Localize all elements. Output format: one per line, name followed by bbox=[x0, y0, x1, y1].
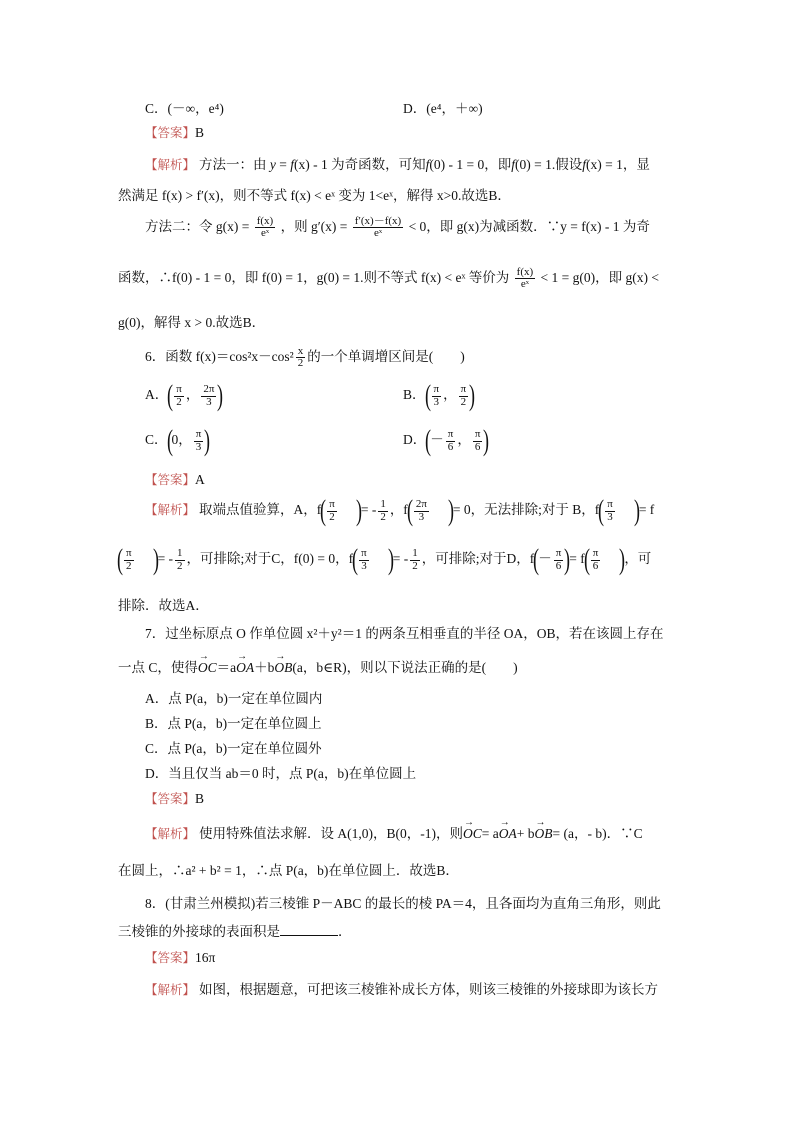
q5-method2-line1 bbox=[145, 215, 650, 240]
text: = f bbox=[569, 551, 585, 567]
text: ，可排除;对于C，f(0) = 0，f bbox=[186, 551, 354, 567]
text: = - bbox=[360, 502, 377, 518]
denominator: 2 bbox=[176, 395, 182, 408]
paren: ( bbox=[424, 379, 431, 412]
paren: ) bbox=[217, 379, 224, 412]
numerator: 1 bbox=[412, 546, 418, 559]
text: (0) = 1.假设 bbox=[515, 157, 583, 172]
denominator: 2 bbox=[460, 395, 467, 408]
numerator: 1 bbox=[177, 546, 183, 559]
denominator: eˣ bbox=[520, 278, 529, 291]
paren: ( bbox=[425, 424, 432, 457]
vector-ob: → OB bbox=[274, 660, 292, 676]
q7-answer bbox=[145, 789, 204, 807]
option-d-top: D．(e⁴，＋∞) bbox=[403, 101, 483, 116]
numerator: f′(x)－f(x) bbox=[354, 214, 402, 227]
fraction bbox=[353, 216, 403, 240]
q7-analysis-line1 bbox=[145, 822, 643, 842]
fraction bbox=[446, 429, 456, 453]
numerator: π bbox=[474, 427, 481, 440]
paren: ) bbox=[387, 543, 394, 576]
denominator: 2 bbox=[177, 559, 183, 572]
text: 6．函数 f(x)＝cos²x－cos² bbox=[145, 349, 294, 364]
paren: ) bbox=[564, 543, 571, 576]
fraction bbox=[124, 548, 134, 572]
q5-analysis-line1 bbox=[145, 153, 650, 173]
denominator: 6 bbox=[592, 559, 599, 572]
option-label: B． bbox=[403, 387, 426, 403]
denominator: 2 bbox=[297, 357, 304, 370]
numerator: π bbox=[329, 497, 335, 510]
fraction bbox=[515, 267, 536, 291]
text: ，可排除;对于D，f bbox=[421, 551, 535, 567]
text: 方法二：令 g(x) = bbox=[145, 219, 250, 234]
numerator: 1 bbox=[380, 497, 386, 510]
numerator: π bbox=[433, 382, 440, 395]
q7-stem-line2 bbox=[118, 656, 518, 676]
q6-analysis-line1 bbox=[145, 494, 655, 527]
denominator: 3 bbox=[607, 510, 613, 523]
q7-option-b: B．点 P(a，b)一定在单位圆上 bbox=[145, 716, 322, 731]
text: 0， bbox=[171, 432, 192, 448]
fraction bbox=[414, 499, 429, 523]
text: 函数，∴f(0) - 1 = 0，即 f(0) = 1，g(0) = 1.则不等式 f(x) < eˣ 等价为 bbox=[118, 270, 510, 285]
text: = f bbox=[638, 502, 655, 518]
paren: ( bbox=[167, 379, 174, 412]
text: ，f bbox=[389, 502, 408, 518]
q5-method2-line3: g(0)，解得 x > 0.故选B． bbox=[118, 315, 266, 330]
vector-ob: → OB bbox=[535, 826, 553, 842]
paren: ( bbox=[320, 494, 327, 527]
numerator: π bbox=[126, 546, 132, 559]
answer-value: A bbox=[195, 472, 205, 487]
fraction bbox=[296, 346, 306, 370]
fraction bbox=[554, 548, 564, 572]
numerator: π bbox=[176, 382, 182, 395]
answer-label: 【答案】 bbox=[145, 792, 196, 806]
q7-option-c: C．点 P(a，b)一定在单位圆外 bbox=[145, 741, 322, 756]
vector-oc: → OC bbox=[463, 826, 482, 842]
answer-label: 【答案】 bbox=[145, 951, 196, 965]
answer-blank bbox=[280, 923, 338, 936]
text: f bbox=[425, 157, 430, 172]
fraction bbox=[255, 216, 276, 240]
denominator: eˣ bbox=[260, 227, 270, 240]
option-label: A． bbox=[145, 387, 169, 403]
denominator: 6 bbox=[555, 559, 562, 572]
text: < 0，即 g(x)为减函数．∵y = f(x) - 1 为奇 bbox=[408, 219, 650, 234]
numerator: π bbox=[592, 546, 599, 559]
text: 使用特殊值法求解．设 A(1,0)，B(0，-1)，则 bbox=[199, 826, 463, 841]
text: 方法一：由 bbox=[199, 157, 270, 172]
text: ，则 g′(x) = bbox=[280, 219, 348, 234]
paren: ) bbox=[447, 494, 454, 527]
text: 三棱锥的外接球的表面积是 bbox=[118, 924, 280, 939]
q8-stem-line2 bbox=[118, 920, 352, 940]
analysis-label: 【解析】 bbox=[145, 158, 196, 172]
vector-oa: → OA bbox=[236, 660, 254, 676]
text: (a，b∈R)，则以下说法正确的是( ) bbox=[292, 660, 518, 675]
text: < 1 = g(0)，即 g(x) < bbox=[540, 270, 659, 285]
q8-answer bbox=[145, 948, 215, 966]
numerator: π bbox=[460, 382, 467, 395]
denominator: 2 bbox=[329, 510, 335, 523]
fraction bbox=[194, 429, 204, 453]
text: f bbox=[290, 157, 295, 172]
text: = a bbox=[481, 826, 499, 841]
fraction bbox=[174, 384, 184, 408]
option-c-top: C．(－∞，e⁴) bbox=[145, 101, 224, 116]
text: f bbox=[511, 157, 516, 172]
paren: ) bbox=[355, 494, 362, 527]
fraction bbox=[359, 548, 369, 572]
denominator: 3 bbox=[195, 440, 202, 453]
fraction bbox=[605, 499, 615, 523]
paren: ( bbox=[583, 543, 590, 576]
denominator: 3 bbox=[418, 510, 425, 523]
text: y bbox=[269, 157, 276, 172]
q6-option-d: D．(－ $\frac{\pi}{6}$ ， $\frac{\pi}{6}$ ) bbox=[403, 424, 490, 457]
paren: ( bbox=[598, 494, 605, 527]
paren: ( bbox=[533, 543, 540, 576]
q6-answer bbox=[145, 470, 205, 488]
numerator: π bbox=[447, 427, 454, 440]
q7-stem-line1: 7．过坐标原点 O 作单位圆 x²＋y²＝1 的两条互相垂直的半径 OA，OB，若在该圆上存在 bbox=[145, 626, 664, 641]
denominator: 6 bbox=[447, 440, 454, 453]
paren: ) bbox=[633, 494, 640, 527]
option-label: D． bbox=[403, 432, 427, 448]
denominator: eˣ bbox=[373, 227, 383, 240]
paren: ) bbox=[152, 543, 159, 576]
paren: ) bbox=[469, 379, 476, 412]
text: = - bbox=[157, 551, 174, 567]
paren: ) bbox=[483, 424, 490, 457]
text: = - bbox=[392, 551, 409, 567]
denominator: 2 bbox=[412, 559, 418, 572]
q5-answer bbox=[145, 123, 204, 141]
paren: ) bbox=[619, 543, 626, 576]
numerator: 2π bbox=[415, 497, 427, 510]
answer-value: B bbox=[195, 125, 205, 140]
text: ． bbox=[338, 924, 352, 939]
fraction bbox=[591, 548, 601, 572]
numerator: x bbox=[297, 344, 304, 357]
fraction bbox=[473, 429, 483, 453]
q5-method2-line2 bbox=[118, 266, 659, 291]
answer-value: 16π bbox=[195, 950, 216, 965]
paren: ) bbox=[204, 424, 211, 457]
option-label: C． bbox=[145, 432, 168, 448]
q7-analysis-line2: 在圆上，∴a² + b² = 1，∴点 P(a，b)在单位圆上．故选B． bbox=[118, 863, 459, 878]
denominator: 2 bbox=[380, 510, 386, 523]
text: (0) - 1 = 0，即 bbox=[429, 157, 512, 172]
q8-stem-line1: 8．(甘肃兰州模拟)若三棱锥 P－ABC 的最长的棱 PA＝4，且各面均为直角三角形，则此 bbox=[145, 896, 661, 911]
text: 如图，根据题意，可把该三棱锥补成长方体，则该三棱锥的外接球即为该长方 bbox=[199, 982, 659, 997]
q8-analysis-line1 bbox=[145, 978, 658, 998]
numerator: 2π bbox=[203, 382, 215, 395]
text: + b bbox=[516, 826, 535, 841]
vector-oa: → OA bbox=[499, 826, 517, 842]
text: = 0，无法排除;对于 B，f bbox=[452, 502, 600, 518]
paren: ( bbox=[406, 494, 413, 527]
analysis-label: 【解析】 bbox=[145, 983, 196, 997]
q6-option-a: A．( $\frac{\pi}{2}$ ， $\frac{2\pi}{3}$ ) bbox=[145, 379, 224, 412]
q6-stem bbox=[145, 345, 465, 370]
answer-label: 【答案】 bbox=[145, 473, 196, 487]
text: ，可 bbox=[624, 551, 652, 567]
answer-value: B bbox=[195, 791, 205, 806]
analysis-label: 【解析】 bbox=[145, 503, 196, 518]
denominator: 3 bbox=[433, 395, 440, 408]
denominator: 3 bbox=[206, 395, 212, 408]
fraction bbox=[432, 384, 442, 408]
q6-option-c bbox=[145, 424, 211, 457]
denominator: 3 bbox=[361, 559, 367, 572]
text: 取端点值验算，A，f bbox=[199, 502, 322, 518]
numerator: f(x) bbox=[256, 214, 274, 227]
analysis-label: 【解析】 bbox=[145, 827, 196, 841]
numerator: π bbox=[607, 497, 613, 510]
numerator: π bbox=[555, 546, 562, 559]
numerator: π bbox=[195, 427, 202, 440]
q6-option-b: B．( $\frac{\pi}{3}$ ， $\frac{\pi}{2}$ ) bbox=[403, 379, 476, 412]
text: ＝a bbox=[216, 660, 237, 675]
numerator: f(x) bbox=[516, 265, 534, 278]
denominator: 6 bbox=[474, 440, 481, 453]
text: ＋b bbox=[254, 660, 275, 675]
text: (x) = 1，显 bbox=[586, 157, 650, 172]
q5-analysis-line2: 然满足 f(x) > f′(x)，则不等式 f(x) < eˣ 变为 1<eˣ，解得 x>0.故选B． bbox=[118, 188, 511, 203]
fraction bbox=[175, 548, 185, 572]
text: (x) - 1 为奇函数，可知 bbox=[294, 157, 426, 172]
vector-oc: → OC bbox=[198, 660, 217, 676]
q6-analysis-line2: ( $\frac{\pi}{2}$ )= - $\frac{1}{2}$ ，可排除;对于C，f(0) = 0，f( $\frac{\pi}{3}$ )= - $\frac{1}{2}$ ，可排除;对于D，f(－ $\frac{\pi}{6}$ )= f( $\frac{\pi}{6}$ )，可 bbox=[117, 543, 652, 576]
text: 的一个单调增区间是( ) bbox=[307, 349, 465, 364]
fraction bbox=[459, 384, 469, 408]
numerator: π bbox=[361, 546, 367, 559]
text: = bbox=[275, 157, 291, 172]
text: = (a，- b)．∵C bbox=[552, 826, 643, 841]
paren: ( bbox=[117, 543, 123, 576]
text: 一点 C，使得 bbox=[118, 660, 198, 675]
q6-analysis-line3: 排除．故选A． bbox=[118, 598, 209, 613]
fraction bbox=[201, 384, 216, 408]
fraction bbox=[327, 499, 337, 523]
denominator: 2 bbox=[126, 559, 132, 572]
q7-option-d: D．当且仅当 ab＝0 时，点 P(a，b)在单位圆上 bbox=[145, 766, 417, 781]
fraction bbox=[378, 499, 388, 523]
q7-option-a: A．点 P(a，b)一定在单位圆内 bbox=[145, 691, 323, 706]
paren: ( bbox=[352, 543, 359, 576]
text: f bbox=[582, 157, 587, 172]
paren: ( bbox=[166, 424, 173, 457]
answer-label: 【答案】 bbox=[145, 126, 196, 140]
fraction bbox=[410, 548, 420, 572]
